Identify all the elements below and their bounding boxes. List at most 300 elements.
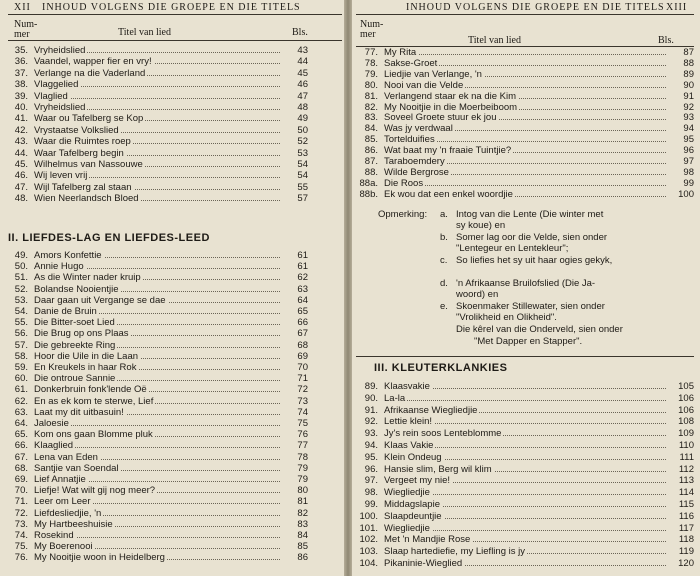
- toc-row: [352, 452, 698, 463]
- song-title: La-la: [384, 392, 406, 404]
- page-number-cell: 76: [297, 429, 308, 441]
- column-page-header: Bls.: [292, 27, 308, 38]
- book-gutter: [344, 0, 352, 576]
- leader-dots: [386, 400, 666, 401]
- song-number: 84.: [364, 123, 378, 135]
- toc-row: [2, 519, 342, 530]
- song-number: 36.: [14, 56, 28, 68]
- page-number-cell: 54: [297, 159, 308, 170]
- song-number: 85.: [364, 134, 378, 146]
- toc-row: [352, 69, 698, 80]
- page-number-cell: 45: [297, 67, 308, 79]
- leader-dots: [36, 425, 280, 426]
- opmerking-letter: b.: [440, 232, 448, 243]
- toc-row: [2, 340, 342, 351]
- toc-row: [352, 523, 698, 534]
- song-number: 81.: [364, 90, 378, 102]
- opmerking-line: Somer lag oor die Velde, sien onder: [456, 232, 608, 243]
- page-number-cell: 66: [297, 317, 308, 329]
- song-number: 103.: [359, 546, 378, 558]
- toc-row: [2, 396, 342, 407]
- page-number-cell: 63: [297, 283, 308, 295]
- song-number: 58.: [14, 350, 28, 362]
- song-title: Waar Tafelberg begin: [34, 147, 124, 159]
- song-title: Bolandse Nooientjie: [34, 283, 119, 295]
- song-title: Die gebreekte Ring: [34, 339, 116, 351]
- page-number-cell: 68: [297, 339, 308, 351]
- toc-row: [2, 102, 342, 113]
- toc-row: [352, 58, 698, 69]
- song-number: 98.: [364, 487, 378, 499]
- song-title: Wien Neerlandsch Bloed: [34, 193, 139, 205]
- song-number: 83.: [364, 112, 378, 124]
- song-title: Middagslapie: [384, 499, 440, 510]
- toc-row: [2, 125, 342, 136]
- page-number-cell: 87: [683, 47, 694, 58]
- page-number-cell: 79: [297, 474, 308, 485]
- page-number-cell: 54: [297, 170, 308, 182]
- song-title: Laat my dit uitbasuin!: [34, 406, 124, 418]
- song-title: Klaaglied: [34, 440, 74, 452]
- song-number: 95.: [364, 451, 378, 463]
- song-number: 54.: [14, 306, 28, 317]
- song-title: Verlange na die Vaderland: [34, 67, 146, 79]
- song-title: Vryheidslied: [34, 45, 86, 56]
- song-number: 46.: [14, 170, 28, 182]
- song-title: Tortelduifies: [384, 134, 435, 146]
- song-title: Vaandel, wapper fier en vry!: [34, 56, 152, 68]
- leader-dots: [36, 98, 280, 99]
- song-number: 56.: [14, 328, 28, 340]
- song-number: 104.: [359, 558, 378, 569]
- song-title: Vergeet my nie!: [384, 475, 451, 487]
- leader-dots: [386, 185, 666, 186]
- song-number: 96.: [364, 463, 378, 475]
- toc-row: [352, 189, 698, 200]
- page-number-cell: 49: [297, 113, 308, 125]
- toc-row: [2, 485, 342, 496]
- opmerking-label: Opmerking:: [378, 209, 428, 220]
- song-number: 78.: [364, 57, 378, 69]
- song-title: Wat baat my 'n fraaie Tuintjie?: [384, 145, 512, 157]
- song-number: 74.: [14, 530, 28, 541]
- opmerking-line: So liefies het sy uit haar ogies gekyk,: [456, 255, 613, 266]
- song-number: 92.: [364, 416, 378, 428]
- song-title: En as ek kom te sterwe, Lief: [34, 395, 154, 407]
- song-title: Waar ou Tafelberg se Kop: [34, 113, 144, 125]
- song-title: Daar gaan uit Vergange se dae: [34, 294, 166, 306]
- page-number-cell: 111: [679, 451, 694, 463]
- song-title: Wilhelmus van Nassouwe: [34, 159, 143, 170]
- page-number-cell: 116: [678, 510, 694, 522]
- song-title: Wijl Tafelberg zal staan: [34, 181, 132, 193]
- song-title: Die Roos: [384, 177, 424, 189]
- page-number-cell: 48: [297, 102, 308, 113]
- toc-row: [2, 317, 342, 328]
- toc-row: [2, 530, 342, 541]
- page-number-cell: 119: [678, 546, 694, 558]
- page-number-cell: 110: [678, 440, 694, 451]
- page-number-cell: 67: [297, 328, 308, 340]
- toc-row: [352, 534, 698, 545]
- song-number: 75.: [14, 541, 28, 553]
- page-number-cell: 98: [683, 166, 694, 178]
- song-title: Met 'n Mandjie Rose: [384, 534, 471, 546]
- song-title: Taraboemdery: [384, 156, 445, 167]
- toc-row: [352, 123, 698, 134]
- toc-row: [352, 178, 698, 189]
- song-number: 102.: [359, 534, 378, 546]
- toc-row: [352, 167, 698, 178]
- toc-row: [352, 558, 698, 569]
- song-title: Liedjie van Verlange, 'n: [384, 68, 482, 80]
- page-number-cell: 112: [678, 463, 694, 475]
- song-title: Waar die Ruimtes roep: [34, 136, 131, 148]
- page-number-cell: 81: [297, 496, 308, 508]
- page-number-cell: 86: [297, 552, 308, 564]
- page-number-cell: 88: [683, 57, 694, 69]
- song-number: 52.: [14, 283, 28, 295]
- toc-row: [352, 156, 698, 167]
- toc-row: [352, 487, 698, 498]
- song-number: 59.: [14, 362, 28, 373]
- song-number: 67.: [14, 451, 28, 463]
- section-heading: III. KLEUTERKLANKIES: [374, 362, 508, 374]
- song-title: My Nooitjie woon in Heidelberg: [34, 552, 165, 564]
- song-number: 87.: [364, 156, 378, 167]
- song-title: Klaasvakie: [384, 381, 430, 392]
- song-title: Lettie klein!: [384, 416, 433, 428]
- page-number-cell: 108: [678, 416, 694, 428]
- song-title: Hoor die Uile in die Laan: [34, 350, 139, 362]
- song-number: 66.: [14, 440, 28, 452]
- page-number-cell: 115: [678, 499, 694, 510]
- right-page: [352, 0, 700, 576]
- song-number: 60.: [14, 373, 28, 385]
- toc-row: [352, 464, 698, 475]
- song-title: Vrystaatse Volkslied: [34, 124, 119, 136]
- song-title: Lief Annatjie: [34, 474, 86, 485]
- toc-row: [2, 272, 342, 283]
- song-number: 62.: [14, 395, 28, 407]
- toc-row: [2, 552, 342, 563]
- toc-row: [352, 47, 698, 58]
- song-title: Santjie van Soendal: [34, 462, 119, 474]
- song-number: 51.: [14, 272, 28, 284]
- song-number: 77.: [364, 47, 378, 58]
- song-number: 100.: [359, 510, 378, 522]
- toc-row: [2, 56, 342, 67]
- song-number: 89.: [364, 381, 378, 392]
- song-number: 61.: [14, 384, 28, 396]
- song-title: Lena van Eden: [34, 451, 98, 463]
- song-number: 94.: [364, 440, 378, 451]
- song-number: 86.: [364, 145, 378, 157]
- song-title: Die ontroue Sannie: [34, 373, 116, 385]
- song-title: Wilde Bergrose: [384, 166, 449, 178]
- page-number-cell: 82: [297, 507, 308, 519]
- song-number: 40.: [14, 102, 28, 113]
- toc-row: [352, 80, 698, 91]
- song-title: Danie de Bruin: [34, 306, 97, 317]
- opmerking-letter: c.: [440, 255, 448, 266]
- page-number-cell: 55: [297, 181, 308, 193]
- page-number-cell: 114: [678, 487, 694, 499]
- song-title: Hansie slim, Berg wil klim: [384, 463, 492, 475]
- song-title: Liefje! Wat wilt gij nog meer?: [34, 485, 156, 497]
- column-number-header: Num- mer: [360, 19, 384, 40]
- opmerking-line: "Vrolikheid en Olikheid".: [456, 312, 557, 323]
- song-number: 90.: [364, 392, 378, 404]
- song-number: 73.: [14, 518, 28, 530]
- column-number-header: Num- mer: [14, 19, 38, 40]
- song-title: Leer om Leer: [34, 496, 91, 508]
- toc-row: [2, 136, 342, 147]
- song-title: Verlangend staar ek na die Kim: [384, 90, 517, 102]
- song-number: 91.: [364, 404, 378, 416]
- song-title: Afrikaanse Wiegliedjie: [384, 404, 478, 416]
- toc-row: [352, 428, 698, 439]
- section-heading: II. LIEFDES-LAG EN LIEFDES-LEED: [8, 232, 210, 244]
- toc-row: [352, 381, 698, 392]
- toc-row: [352, 475, 698, 486]
- toc-row: [352, 405, 698, 416]
- song-title: Jy's rein soos Lenteblomme: [384, 428, 502, 440]
- toc-row: [2, 295, 342, 306]
- opmerking-letter: a.: [440, 209, 448, 220]
- column-title-header: Titel van lied: [468, 35, 521, 46]
- page-number-cell: 95: [683, 134, 694, 146]
- song-title: Wij leven vrij: [34, 170, 88, 182]
- page-number-cell: 117: [678, 522, 694, 534]
- page-number: XIII: [666, 2, 688, 13]
- toc-row: [2, 250, 342, 261]
- page-number-cell: 99: [683, 177, 694, 189]
- song-number: 88a.: [359, 177, 378, 189]
- song-title: Vryheidslied: [34, 102, 86, 113]
- song-number: 88b.: [359, 188, 378, 200]
- song-title: Klein Ondeug: [384, 451, 442, 463]
- column-title-header: Titel van lied: [118, 27, 171, 38]
- toc-row: [2, 362, 342, 373]
- song-title: Ek wou dat een enkel woordjie: [384, 188, 513, 200]
- left-page: [0, 0, 344, 576]
- opmerking-line: Intog van die Lente (Die winter met: [456, 209, 604, 220]
- column-rule: [8, 40, 342, 41]
- song-title: Pikaninie-Wieglied: [384, 558, 463, 569]
- song-number: 99.: [364, 499, 378, 510]
- toc-row: [2, 148, 342, 159]
- toc-row: [352, 393, 698, 404]
- page-number-cell: 85: [297, 541, 308, 553]
- toc-row: [2, 193, 342, 204]
- opmerking-end-line: "Met Dapper en Stapper".: [474, 336, 583, 347]
- page-number-cell: 43: [297, 45, 308, 56]
- page-number-cell: 61: [297, 250, 308, 261]
- song-number: 80.: [364, 79, 378, 91]
- song-title: Nooi van die Velde: [384, 79, 464, 91]
- page-number-cell: 83: [297, 518, 308, 530]
- page-number-cell: 71: [297, 373, 308, 385]
- page-number-cell: 77: [297, 440, 308, 452]
- toc-row: [2, 508, 342, 519]
- running-header: INHOUD VOLGENS DIE GROEPE EN DIE TITELS: [406, 2, 665, 13]
- page-number-cell: 65: [297, 306, 308, 317]
- song-number: 48.: [14, 193, 28, 205]
- page-number-cell: 46: [297, 79, 308, 91]
- toc-row: [2, 474, 342, 485]
- page-number-cell: 92: [683, 101, 694, 113]
- song-title: Annie Hugo: [34, 261, 84, 273]
- song-number: 57.: [14, 339, 28, 351]
- song-number: 68.: [14, 462, 28, 474]
- toc-row: [352, 134, 698, 145]
- opmerking-line: sy koue) en: [456, 220, 506, 231]
- song-number: 38.: [14, 79, 28, 91]
- toc-row: [352, 112, 698, 123]
- song-number: 65.: [14, 429, 28, 441]
- page-number-cell: 50: [297, 124, 308, 136]
- page-number-cell: 64: [297, 294, 308, 306]
- opmerking-line: woord) en: [456, 289, 499, 300]
- song-number: 70.: [14, 485, 28, 497]
- toc-row: [2, 373, 342, 384]
- opmerking-letter: d.: [440, 278, 448, 289]
- toc-row: [2, 91, 342, 102]
- page-number-cell: 78: [297, 451, 308, 463]
- toc-row: [352, 440, 698, 451]
- song-number: 93.: [364, 428, 378, 440]
- song-title: Donkerbruin fonk'lende Oë: [34, 384, 147, 396]
- song-number: 72.: [14, 507, 28, 519]
- header-rule: [356, 14, 694, 15]
- page-number-cell: 106: [678, 404, 694, 416]
- song-title: Kom ons gaan Blomme pluk: [34, 429, 153, 441]
- song-number: 79.: [364, 68, 378, 80]
- opmerking-letter: e.: [440, 301, 448, 312]
- page-number-cell: 44: [297, 56, 308, 68]
- page-number-cell: 80: [297, 485, 308, 497]
- opmerking-line: "Lentegeur en Lentekleur";: [456, 243, 569, 254]
- song-title: Vlaglied: [34, 90, 68, 102]
- toc-row: [2, 79, 342, 90]
- toc-row: [352, 145, 698, 156]
- column-page-header: Bls.: [658, 35, 674, 46]
- page-number-cell: 72: [297, 384, 308, 396]
- song-title: Sakse-Groet: [384, 57, 438, 69]
- toc-row: [2, 440, 342, 451]
- page-number-cell: 52: [297, 136, 308, 148]
- page-number-cell: 73: [297, 395, 308, 407]
- song-title: Wiegliedjie: [384, 487, 430, 499]
- page-number-cell: 90: [683, 79, 694, 91]
- page-number-cell: 53: [297, 147, 308, 159]
- page-number-cell: 94: [683, 123, 694, 135]
- song-title: My Rita: [384, 47, 417, 58]
- song-number: 35.: [14, 45, 28, 56]
- song-title: Slaap hartediefie, my Liefling is jy: [384, 546, 525, 558]
- song-title: Die Brug op ons Plaas: [34, 328, 129, 340]
- song-number: 45.: [14, 159, 28, 170]
- song-title: Was jy verdwaal: [384, 123, 453, 135]
- toc-row: [2, 170, 342, 181]
- toc-row: [352, 102, 698, 113]
- toc-row: [352, 91, 698, 102]
- song-title: Amors Konfettie: [34, 250, 102, 261]
- page-number-cell: 105: [678, 381, 694, 392]
- song-number: 55.: [14, 317, 28, 329]
- song-number: 69.: [14, 474, 28, 485]
- toc-row: [352, 511, 698, 522]
- song-number: 39.: [14, 90, 28, 102]
- song-title: My Boerenooi: [34, 541, 93, 553]
- toc-row: [2, 113, 342, 124]
- toc-row: [2, 351, 342, 362]
- page-number-cell: 62: [297, 272, 308, 284]
- page-number-cell: 61: [297, 261, 308, 273]
- song-number: 53.: [14, 294, 28, 306]
- song-number: 50.: [14, 261, 28, 273]
- toc-row: [2, 261, 342, 272]
- toc-row: [2, 182, 342, 193]
- opmerking-line: Skoenmaker Stillewater, sien onder: [456, 301, 605, 312]
- song-title: My Hartbeeshuisie: [34, 518, 113, 530]
- song-number: 88.: [364, 166, 378, 178]
- song-title: Vlaggelied: [34, 79, 79, 91]
- toc-row: [2, 496, 342, 507]
- toc-row: [2, 418, 342, 429]
- song-number: 47.: [14, 181, 28, 193]
- song-title: My Nooitjie in die Moerbeiboom: [384, 101, 518, 113]
- song-title: Rosekind: [34, 530, 74, 541]
- song-number: 71.: [14, 496, 28, 508]
- page-number-cell: 100: [678, 188, 694, 200]
- page-number-cell: 97: [683, 156, 694, 167]
- opmerking-end-line: Die kêrel van die Onderveld, sien onder: [456, 324, 623, 335]
- page-number-cell: 93: [683, 112, 694, 124]
- song-number: 37.: [14, 67, 28, 79]
- leader-dots: [386, 54, 666, 55]
- toc-row: [2, 407, 342, 418]
- song-title: Wiegliedjie: [384, 522, 430, 534]
- page-number-cell: 79: [297, 462, 308, 474]
- song-number: 97.: [364, 475, 378, 487]
- toc-row: [2, 328, 342, 339]
- song-title: Die Bitter-soet Lied: [34, 317, 115, 329]
- page-number-cell: 75: [297, 418, 308, 429]
- page-number-cell: 47: [297, 90, 308, 102]
- page-number-cell: 69: [297, 350, 308, 362]
- toc-row: [2, 159, 342, 170]
- page-number-cell: 84: [297, 530, 308, 541]
- toc-row: [352, 499, 698, 510]
- page-number-cell: 89: [683, 68, 694, 80]
- toc-row: [2, 45, 342, 56]
- page-number-cell: 96: [683, 145, 694, 157]
- song-number: 82.: [364, 101, 378, 113]
- toc-row: [352, 416, 698, 427]
- toc-row: [2, 306, 342, 317]
- song-title: Jaloesie: [34, 418, 69, 429]
- song-number: 64.: [14, 418, 28, 429]
- song-number: 41.: [14, 113, 28, 125]
- page-number-cell: 120: [678, 558, 694, 569]
- toc-row: [2, 384, 342, 395]
- opmerking-line: 'n Afrikaanse Bruilofslied (Die Ja-: [456, 278, 596, 289]
- song-number: 43.: [14, 136, 28, 148]
- page-number: XII: [14, 2, 31, 13]
- page-number-cell: 106: [678, 392, 694, 404]
